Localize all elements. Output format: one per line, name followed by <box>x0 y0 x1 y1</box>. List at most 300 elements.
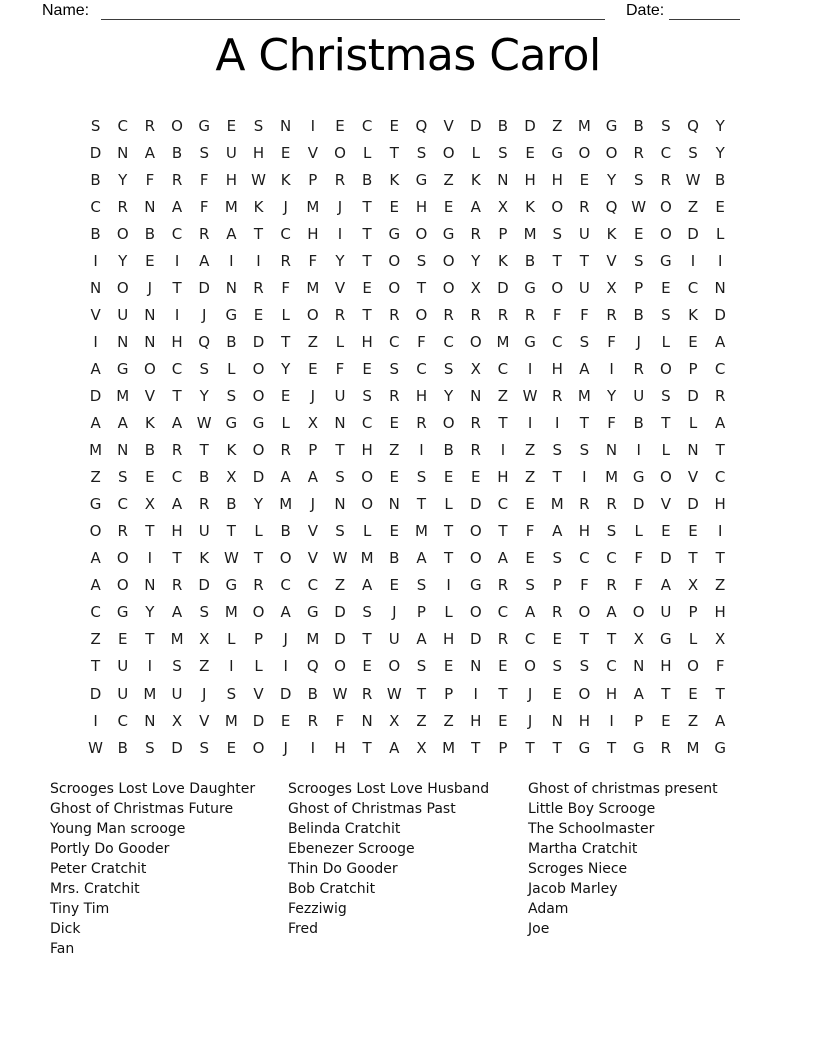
grid-cell: N <box>470 657 482 676</box>
grid-cell: M <box>224 711 238 730</box>
grid-cell: U <box>633 386 645 405</box>
grid-cell: W <box>332 549 348 568</box>
grid-cell: E <box>389 414 400 433</box>
grid-cell: I <box>473 684 478 703</box>
grid-cell: N <box>144 332 156 351</box>
grid-cell: E <box>498 657 508 676</box>
grid-cell: T <box>552 738 562 757</box>
grid-cell: S <box>579 441 590 460</box>
grid-cell: C <box>579 549 590 568</box>
grid-cell: O <box>551 278 564 297</box>
grid-cell: H <box>334 738 346 757</box>
grid-cell: S <box>661 386 671 405</box>
grid-cell: O <box>252 441 265 460</box>
grid-cell: I <box>337 224 343 243</box>
grid-cell: C <box>551 332 563 351</box>
grid-cell: L <box>362 143 372 162</box>
grid-cell: N <box>89 278 102 297</box>
grid-cell: U <box>578 278 590 297</box>
grid-cell: B <box>117 738 128 757</box>
grid-cell: Z <box>497 386 509 405</box>
grid-cell: O <box>388 657 401 676</box>
grid-cell: T <box>172 386 182 405</box>
grid-cell: T <box>579 414 589 433</box>
grid-cell: W <box>251 170 266 189</box>
grid-cell: Y <box>118 251 128 270</box>
grid-cell: B <box>715 170 726 189</box>
grid-cell: C <box>117 711 128 730</box>
grid-cell: I <box>527 359 533 378</box>
grid-cell: T <box>362 224 372 243</box>
word-list-item: Jacob Marley <box>528 881 618 897</box>
grid-cell: H <box>225 170 237 189</box>
grid-cell: N <box>117 332 129 351</box>
grid-cell: E <box>525 143 535 162</box>
grid-cell: N <box>144 576 156 595</box>
grid-cell: S <box>552 549 562 568</box>
grid-cell: G <box>415 170 428 189</box>
grid-cell: E <box>389 116 400 135</box>
grid-cell: R <box>579 495 590 514</box>
grid-cell: I <box>147 549 153 568</box>
grid-cell: K <box>688 305 698 324</box>
grid-cell: Z <box>416 711 427 730</box>
grid-cell: C <box>117 116 128 135</box>
word-search-grid <box>82 112 734 761</box>
grid-cell: D <box>252 711 265 730</box>
grid-cell: M <box>143 684 157 703</box>
grid-cell: J <box>636 332 641 351</box>
grid-cell: I <box>283 657 288 676</box>
grid-cell: G <box>578 738 591 757</box>
grid-cell: C <box>443 332 454 351</box>
grid-cell: F <box>281 278 290 297</box>
grid-cell: H <box>307 224 319 243</box>
grid-cell: M <box>116 386 130 405</box>
grid-cell: R <box>389 386 400 405</box>
grid-cell: I <box>609 711 614 730</box>
grid-cell: T <box>715 441 725 460</box>
grid-cell: T <box>715 549 725 568</box>
grid-cell: B <box>443 441 454 460</box>
grid-cell: N <box>497 170 509 189</box>
grid-cell: G <box>524 278 536 297</box>
grid-cell: F <box>607 332 616 351</box>
grid-cell: P <box>498 738 508 757</box>
grid-cell: X <box>715 630 726 649</box>
grid-cell: J <box>201 305 207 324</box>
grid-cell: X <box>144 495 156 514</box>
grid-cell: A <box>171 414 183 433</box>
grid-cell: B <box>389 549 400 568</box>
grid-cell: T <box>281 332 291 351</box>
grid-cell: P <box>308 441 318 460</box>
grid-cell: E <box>280 386 291 405</box>
grid-cell: S <box>416 143 427 162</box>
grid-cell: R <box>497 305 509 324</box>
grid-cell: O <box>361 495 374 514</box>
grid-cell: I <box>310 738 316 757</box>
grid-cell: E <box>633 224 644 243</box>
grid-cell: E <box>280 143 291 162</box>
word-list-item: Ghost of christmas present <box>528 781 718 797</box>
grid-cell: H <box>551 170 563 189</box>
grid-cell: T <box>606 738 617 757</box>
grid-cell: R <box>416 414 427 433</box>
grid-cell: O <box>659 359 672 378</box>
grid-cell: F <box>607 414 616 433</box>
grid-cell: E <box>308 359 318 378</box>
grid-cell: M <box>577 386 591 405</box>
grid-cell: D <box>469 495 482 514</box>
grid-cell: E <box>661 278 671 297</box>
grid-cell: L <box>661 441 671 460</box>
grid-cell: R <box>633 143 644 162</box>
grid-cell: C <box>606 657 617 676</box>
grid-cell: A <box>144 143 156 162</box>
grid-cell: X <box>226 468 237 487</box>
grid-cell: R <box>660 170 672 189</box>
grid-cell: S <box>552 441 562 460</box>
grid-cell: N <box>714 278 726 297</box>
grid-cell: S <box>335 468 345 487</box>
grid-cell: T <box>172 278 182 297</box>
grid-cell: Z <box>443 170 454 189</box>
grid-cell: R <box>470 224 481 243</box>
grid-cell: R <box>470 414 481 433</box>
grid-cell: P <box>253 630 264 649</box>
grid-cell: O <box>469 603 482 622</box>
word-list-item: Peter Cratchit <box>50 861 147 877</box>
grid-cell: H <box>252 143 265 162</box>
grid-cell: M <box>577 116 591 135</box>
grid-cell: G <box>225 414 238 433</box>
grid-cell: T <box>688 549 698 568</box>
grid-cell: T <box>498 414 508 433</box>
grid-cell: Y <box>606 170 617 189</box>
grid-cell: C <box>171 359 183 378</box>
grid-cell: G <box>198 116 211 135</box>
grid-cell: E <box>389 468 400 487</box>
grid-cell: A <box>90 414 101 433</box>
grid-cell: B <box>524 251 536 270</box>
grid-cell: B <box>633 414 644 433</box>
grid-cell: Z <box>552 116 563 135</box>
grid-cell: W <box>332 684 348 703</box>
grid-cell: T <box>416 684 427 703</box>
grid-cell: C <box>171 224 183 243</box>
grid-cell: Z <box>715 576 726 595</box>
grid-cell: Y <box>118 170 128 189</box>
grid-cell: K <box>498 251 508 270</box>
grid-cell: G <box>632 468 645 487</box>
grid-cell: O <box>116 576 129 595</box>
grid-cell: V <box>307 143 318 162</box>
grid-cell: I <box>446 576 451 595</box>
grid-cell: R <box>606 495 617 514</box>
grid-cell: Y <box>281 359 291 378</box>
grid-cell: T <box>552 468 562 487</box>
grid-cell: D <box>89 386 102 405</box>
grid-cell: U <box>578 224 590 243</box>
grid-cell: C <box>90 197 101 216</box>
grid-cell: C <box>280 576 291 595</box>
grid-cell: T <box>661 414 671 433</box>
grid-cell: B <box>199 468 210 487</box>
grid-cell: Y <box>715 143 725 162</box>
grid-cell: L <box>227 630 236 649</box>
grid-cell: A <box>524 603 536 622</box>
grid-cell: O <box>89 522 102 541</box>
grid-cell: T <box>715 684 725 703</box>
grid-cell: E <box>362 657 372 676</box>
grid-cell: T <box>253 549 264 568</box>
grid-cell: J <box>283 738 288 757</box>
grid-cell: R <box>606 576 617 595</box>
grid-cell: J <box>527 684 533 703</box>
grid-cell: A <box>660 576 671 595</box>
grid-cell: C <box>714 468 726 487</box>
grid-cell: C <box>714 359 726 378</box>
grid-cell: E <box>226 116 237 135</box>
grid-cell: I <box>174 251 180 270</box>
grid-cell: O <box>442 251 455 270</box>
grid-cell: S <box>552 657 562 676</box>
grid-cell: S <box>90 116 101 135</box>
grid-cell: E <box>226 738 237 757</box>
grid-cell: G <box>116 603 129 622</box>
date-blank-line <box>669 1 740 20</box>
grid-cell: A <box>90 576 101 595</box>
grid-cell: E <box>389 576 400 595</box>
grid-cell: D <box>334 630 346 649</box>
grid-cell: B <box>497 116 509 135</box>
grid-cell: Z <box>687 197 699 216</box>
grid-cell: W <box>223 549 239 568</box>
grid-cell: R <box>524 305 536 324</box>
grid-cell: N <box>144 305 156 324</box>
grid-cell: R <box>552 603 563 622</box>
grid-cell: M <box>414 522 428 541</box>
grid-cell: A <box>633 684 644 703</box>
grid-cell: E <box>335 116 345 135</box>
grid-cell: V <box>199 711 210 730</box>
grid-cell: G <box>632 738 645 757</box>
grid-cell: B <box>361 170 373 189</box>
grid-cell: U <box>660 603 672 622</box>
grid-cell: H <box>415 197 428 216</box>
grid-cell: F <box>580 576 589 595</box>
grid-cell: O <box>469 522 482 541</box>
grid-cell: A <box>90 359 101 378</box>
grid-cell: T <box>579 251 589 270</box>
grid-cell: S <box>226 684 237 703</box>
grid-cell: H <box>361 332 373 351</box>
grid-cell: H <box>171 332 183 351</box>
grid-cell: Y <box>145 603 155 622</box>
grid-cell: A <box>416 630 427 649</box>
grid-cell: A <box>226 224 237 243</box>
grid-cell: R <box>443 305 454 324</box>
grid-cell: C <box>171 468 183 487</box>
grid-cell: F <box>308 251 318 270</box>
grid-cell: J <box>527 711 533 730</box>
word-list-item: The Schoolmaster <box>528 821 655 837</box>
grid-cell: S <box>661 305 671 324</box>
grid-cell: D <box>714 305 726 324</box>
grid-cell: E <box>443 197 454 216</box>
grid-cell: H <box>551 359 563 378</box>
grid-cell: L <box>444 603 453 622</box>
grid-cell: O <box>252 386 265 405</box>
grid-cell: S <box>226 386 237 405</box>
grid-cell: J <box>201 684 207 703</box>
grid-cell: O <box>415 224 428 243</box>
grid-cell: L <box>715 224 725 243</box>
grid-cell: L <box>281 414 290 433</box>
grid-cell: X <box>199 630 210 649</box>
grid-cell: O <box>578 603 591 622</box>
grid-cell: C <box>280 224 291 243</box>
grid-cell: M <box>306 630 320 649</box>
grid-cell: A <box>715 711 726 730</box>
grid-cell: F <box>634 576 644 595</box>
grid-cell: D <box>469 630 482 649</box>
grid-cell: Y <box>715 116 725 135</box>
grid-cell: R <box>606 305 617 324</box>
grid-cell: L <box>254 657 263 676</box>
grid-cell: U <box>225 143 237 162</box>
grid-cell: O <box>388 278 401 297</box>
grid-cell: E <box>525 549 535 568</box>
grid-cell: R <box>660 738 672 757</box>
word-list-item: Dick <box>50 921 81 937</box>
grid-cell: T <box>362 738 372 757</box>
grid-cell: R <box>280 441 291 460</box>
grid-cell: H <box>578 522 591 541</box>
grid-cell: Z <box>524 441 536 460</box>
grid-cell: U <box>198 522 210 541</box>
grid-cell: T <box>145 522 155 541</box>
grid-cell: L <box>335 332 345 351</box>
grid-cell: S <box>552 224 562 243</box>
grid-cell: K <box>389 170 400 189</box>
name-label: Name: <box>42 2 90 19</box>
grid-cell: X <box>307 414 318 433</box>
grid-cell: K <box>470 170 481 189</box>
grid-cell: D <box>687 495 699 514</box>
grid-cell: T <box>172 549 182 568</box>
grid-cell: A <box>199 251 210 270</box>
grid-cell: H <box>714 603 726 622</box>
grid-cell: A <box>90 549 101 568</box>
grid-cell: D <box>687 386 699 405</box>
grid-cell: U <box>334 386 346 405</box>
grid-cell: W <box>522 386 538 405</box>
grid-cell: T <box>362 251 372 270</box>
grid-cell: O <box>442 143 455 162</box>
word-list-item: Ghost of Christmas Past <box>288 801 456 817</box>
grid-cell: U <box>117 684 129 703</box>
grid-cell: S <box>199 359 209 378</box>
grid-cell: T <box>661 684 671 703</box>
word-list-column-1 <box>50 779 255 959</box>
word-list-item: Mrs. Cratchit <box>50 881 140 897</box>
grid-cell: E <box>661 711 671 730</box>
grid-cell: J <box>310 386 316 405</box>
grid-cell: R <box>389 305 400 324</box>
grid-cell: I <box>555 414 560 433</box>
grid-cell: H <box>415 386 428 405</box>
grid-cell: S <box>199 603 209 622</box>
grid-cell: Z <box>687 711 699 730</box>
grid-cell: M <box>89 441 103 460</box>
grid-cell: R <box>497 576 509 595</box>
grid-cell: G <box>660 630 672 649</box>
word-list-item: Adam <box>528 901 569 917</box>
grid-cell: E <box>688 684 698 703</box>
grid-cell: F <box>525 522 535 541</box>
grid-cell: Y <box>335 251 345 270</box>
grid-cell: E <box>552 630 562 649</box>
grid-cell: S <box>525 576 535 595</box>
word-list-item: Joe <box>528 921 550 937</box>
grid-cell: H <box>660 657 672 676</box>
word-list-item: Young Man scrooge <box>50 821 186 837</box>
grid-cell: O <box>116 224 129 243</box>
grid-cell: J <box>147 278 153 297</box>
grid-cell: T <box>416 495 427 514</box>
grid-cell: H <box>442 630 455 649</box>
grid-cell: P <box>688 359 698 378</box>
grid-cell: G <box>89 495 102 514</box>
grid-cell: B <box>226 332 237 351</box>
grid-cell: C <box>90 603 101 622</box>
grid-cell: R <box>361 684 373 703</box>
grid-cell: E <box>715 197 725 216</box>
grid-cell: F <box>552 305 562 324</box>
grid-cell: N <box>117 441 129 460</box>
grid-cell: I <box>174 305 180 324</box>
grid-cell: N <box>551 711 563 730</box>
grid-cell: S <box>362 603 372 622</box>
grid-cell: G <box>524 332 536 351</box>
grid-cell: R <box>117 197 128 216</box>
grid-cell: D <box>497 278 509 297</box>
grid-cell: W <box>386 684 402 703</box>
grid-cell: O <box>252 738 265 757</box>
grid-cell: S <box>443 359 454 378</box>
grid-cell: R <box>144 116 156 135</box>
grid-cell: O <box>279 549 292 568</box>
grid-cell: V <box>334 278 346 297</box>
grid-cell: A <box>715 414 726 433</box>
grid-cell: T <box>362 630 372 649</box>
grid-cell: I <box>93 711 98 730</box>
grid-cell: L <box>227 359 236 378</box>
grid-cell: I <box>93 332 98 351</box>
grid-cell: A <box>606 603 617 622</box>
grid-cell: I <box>229 657 234 676</box>
word-list-item: Little Boy Scrooge <box>528 801 656 817</box>
grid-cell: T <box>90 657 101 676</box>
grid-cell: T <box>253 224 264 243</box>
grid-cell: Z <box>90 468 101 487</box>
grid-cell: G <box>252 414 265 433</box>
grid-cell: L <box>688 414 698 433</box>
grid-cell: G <box>225 305 238 324</box>
grid-cell: C <box>497 603 509 622</box>
